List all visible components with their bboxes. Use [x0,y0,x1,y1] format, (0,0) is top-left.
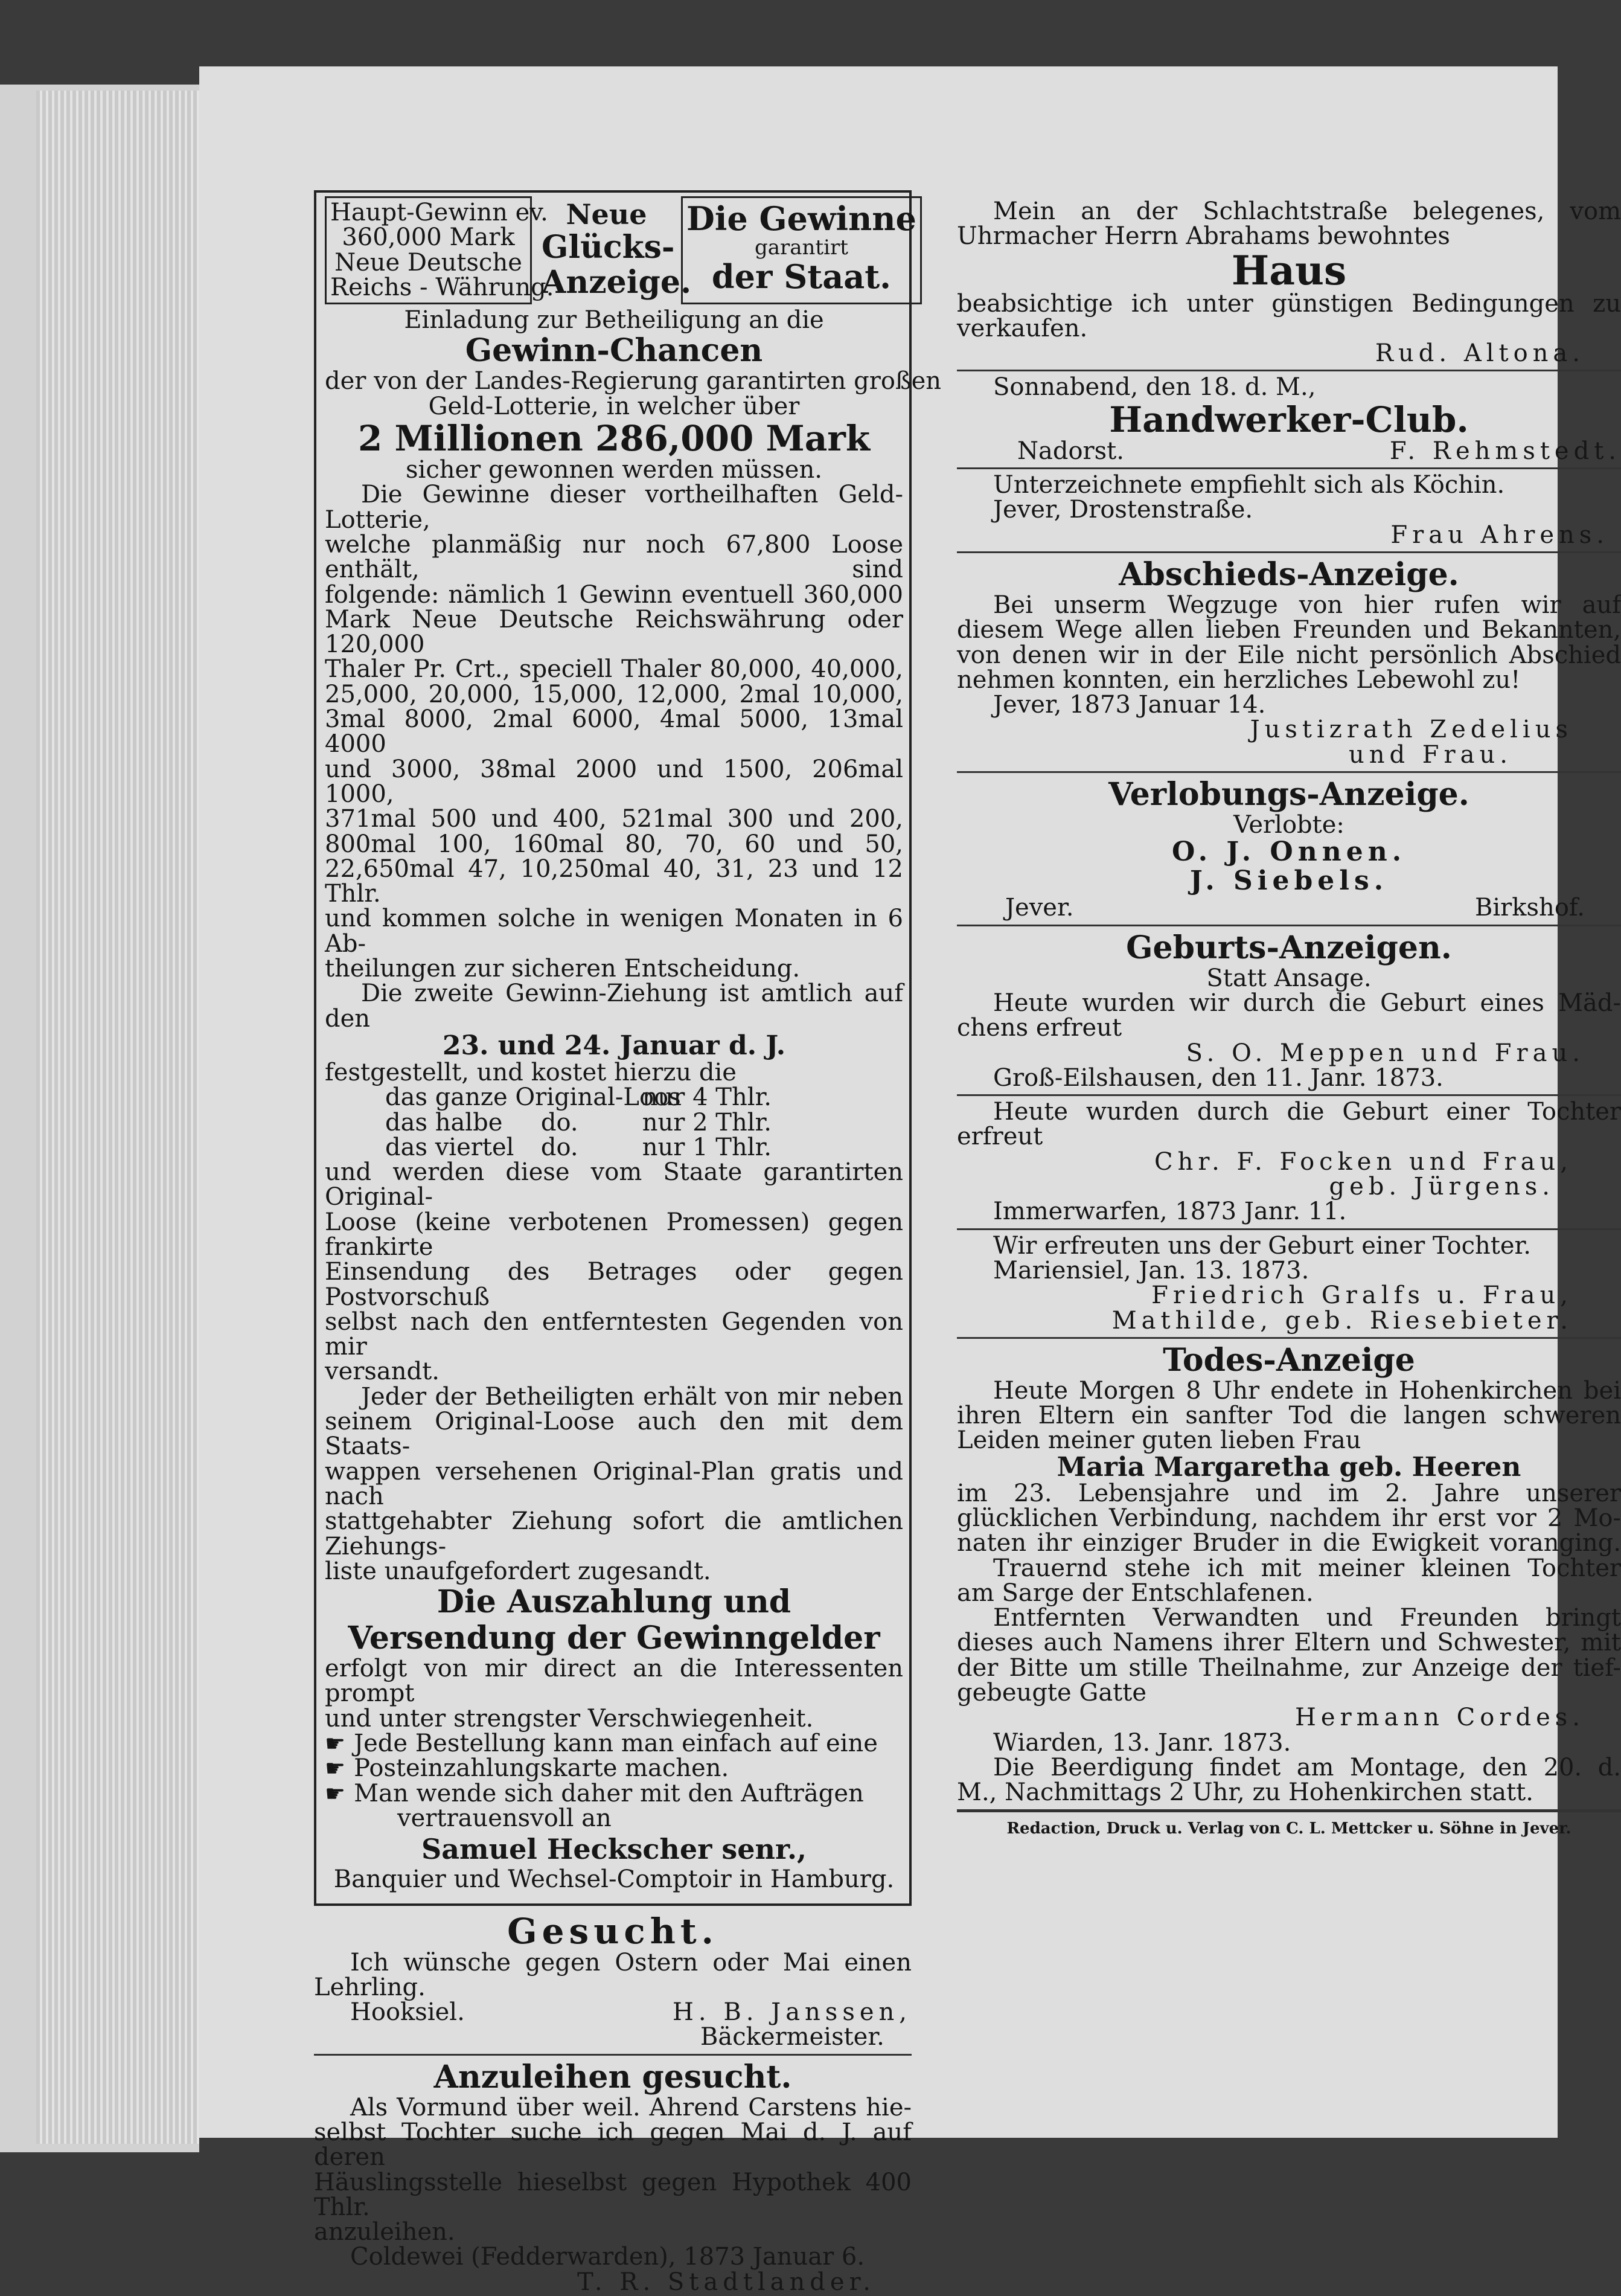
text-line: glücklichen Verbindung, nachdem ihr erst vor 2 Mo- [957,1504,1621,1532]
lottery-header [325,196,916,304]
lottery-subtitle: der von der Landes-Regierung garantirten großen [325,367,942,396]
club-title: Handwerker-Club. [1109,399,1469,440]
text-line: nehmen konnten, ein herzliches Lebewohl zu! [957,665,1521,694]
signature: Mathilde, geb. Riesebieter. [1111,1306,1573,1335]
lottery-paragraph [325,1382,903,1585]
text-line: beabsichtige ich unter günstigen Bedingungen zu [957,289,1621,318]
text-line: und 3000, 38mal 2000 und 1500, 206mal 1000, [325,755,903,808]
signature: Frau Ahrens. [1390,521,1609,549]
tod-title: Todes-Anzeige [1163,1341,1415,1379]
haus-title: Haus [1231,246,1347,294]
signature-title: Bäckermeister. [700,2023,884,2051]
page-stack [36,91,199,2144]
price-row [385,1108,772,1137]
koechin-advertisement [957,473,1621,548]
divider [957,1337,1621,1339]
dateline: Immerwarfen, 1873 Janr. 11. [993,1198,1347,1226]
lottery-advertisement [314,190,942,1906]
header-line: Neue Deutsche [334,248,522,277]
fiance-name: O. J. Onnen. [1171,836,1407,868]
club-date: Sonnabend, den 18. d. M., [993,373,1316,402]
text-line: versandt. [325,1358,440,1386]
fiancee-name: J. Siebels. [1189,865,1389,897]
banker-name: Samuel Heckscher senr., [421,1833,807,1866]
text-line: vertrauensvoll an [397,1804,612,1832]
text-line: von denen wir in der Eile nicht persönlich Abschied [957,641,1621,669]
text-line: 3mal 8000, 2mal 6000, 4mal 5000, 13mal 4000 [325,705,903,758]
text-line: dieses auch Namens ihrer Eltern und Schwester, mit [957,1629,1621,1657]
club-advertisement [957,375,1621,464]
pointing-hand-icon: ☛ [325,1780,346,1807]
divider [957,1228,1621,1230]
header-line: Reichs - Währung. [330,273,554,301]
pointing-hand-icon: ☛ [325,1755,346,1782]
text-line: stattgehabter Ziehung sofort die amtlichen Ziehungs- [325,1507,903,1560]
lottery-header-left [325,196,554,304]
text-line [325,1756,903,1781]
lottery-heading: Versendung der Gewinngelder [348,1620,880,1657]
text-line: Ich wünsche gegen Ostern oder Mai einen [350,1948,912,1977]
text-line: 800mal 100, 160mal 80, 70, 60 und 50, [325,830,903,858]
text-line: Häuslingsstelle hieselbst gegen Hypothek 400 Thlr. [314,2168,912,2221]
text-line: ihren Eltern ein sanfter Tod die langen schweren [957,1402,1621,1430]
anzuleihen-title: Anzuleihen gesucht. [433,2058,792,2096]
lottery-paragraph [325,1160,903,1385]
price-list [325,1085,903,1160]
text-line: am Sarge der Entschlafenen. [957,1579,1314,1607]
text-line: M., Nachmittags 2 Uhr, zu Hohenkirchen statt. [957,1778,1533,1807]
text-line: folgende: nämlich 1 Gewinn eventuell 360,000 [325,580,903,609]
lottery-dates: 23. und 24. Januar d. J. [442,1030,786,1061]
left-column [314,190,942,2296]
text-line: Als Vormund über weil. Ahrend Carstens hie- [350,2093,912,2121]
signature: und Frau. [1348,740,1512,769]
signature: T. R. Stadtlander. [577,2268,875,2296]
text-line: Die Gewinne dieser vortheilhaften Geld-Lotterie, [325,481,903,534]
divider [957,1094,1621,1096]
geburt-advertisements [957,930,1621,1333]
geburt-title: Geburts-Anzeigen. [1126,929,1452,966]
dateline: Wiarden, 13. Janr. 1873. [993,1728,1291,1757]
text-line: verkaufen. [957,314,1088,342]
text-line: der Bitte um stille Theilnahme, zur Anzeige der tief- [957,1653,1621,1682]
newspaper-page [199,66,1621,2296]
text-line: Thaler Pr. Crt., speciell Thaler 80,000, 40,000, [325,655,903,684]
text-line: Mark Neue Deutsche Reichswährung oder 120,000 [325,605,903,659]
place: Jever. [1005,894,1074,922]
text-line: Entfernten Verwandten und Freunden bringt [993,1604,1621,1632]
text-line: gebeugte Gatte [957,1679,1147,1707]
text-line [325,1731,903,1756]
text-line: 25,000, 20,000, 15,000, 12,000, 2mal 10,000, [325,680,903,708]
divider [957,771,1621,773]
text-line [325,1781,903,1806]
verlobung-title: Verlobungs-Anzeige. [1108,776,1469,813]
place: Jever, Drostenstraße. [993,496,1253,524]
place-row [957,896,1621,920]
signature-row [957,439,1621,464]
text-line: Bei unserm Wegzuge von hier rufen wir auf [993,591,1621,619]
text-line: Wir erfreuten uns der Geburt einer Tochter. [993,1231,1531,1260]
lottery-heading: Die Auszahlung und [436,1583,791,1621]
anzuleihen-advertisement [314,2059,912,2295]
lottery-title: Gewinn-Chancen [465,332,763,370]
text-line: selbst nach den entferntesten Gegenden von mir [325,1307,903,1361]
dateline: Jever, 1873 Januar 14. [993,691,1266,719]
text-span: Posteinzahlungskarte machen. [354,1754,729,1783]
price-name: das viertel [385,1133,514,1161]
signature: Friedrich Gralfs u. Frau, [1151,1281,1573,1310]
signature: geb. Jürgens. [1329,1173,1555,1201]
price-value: nur 1 Thlr. [642,1133,772,1161]
divider [957,370,1621,371]
lottery-header-right [681,196,922,304]
tod-advertisement [957,1342,1621,1806]
lottery-header-middle [538,196,692,304]
text-line: festgestellt, und kostet hierzu die [325,1058,737,1086]
gesucht-title: Gesucht. [507,1910,718,1952]
text-span: Man wende sich daher mit den Aufträgen [354,1779,864,1807]
text-line: theilungen zur sicheren Entscheidung. [325,955,801,983]
haus-advertisement [957,199,1621,366]
header-line: 360,000 Mark [342,223,515,252]
text-line: im 23. Lebensjahre und im 2. Jahre unserer [957,1479,1621,1507]
text-span: Jede Bestellung kann man einfach auf eine [354,1730,878,1758]
verlobung-advertisement [957,777,1621,921]
divider [957,1809,1621,1812]
signature: Rud. Altona. [1375,339,1585,368]
header-line: Glücks- [542,229,675,266]
text-line: chens erfreut [957,1014,1122,1042]
text-line: Unterzeichnete empfiehlt sich als Köchin. [993,471,1505,499]
header-line: Anzeige. [542,264,692,301]
text-line: erfreut [957,1123,1043,1151]
right-column [957,199,1621,1853]
text-line: Heute wurden wir durch die Geburt eines Mäd- [993,989,1621,1017]
price-name: das ganze Original-Loos [385,1083,681,1112]
lottery-subtitle: Geld-Lotterie, in welcher über [428,392,800,420]
place: Nadorst. [1017,437,1124,465]
place: Hooksiel. [350,1998,465,2027]
header-line: garantirt [754,236,848,260]
lottery-amount: 2 Millionen 286,000 Mark [357,418,871,460]
signature: F. Rehmstedt. [1389,437,1621,465]
text-line: 371mal 500 und 400, 521mal 300 und 200, [325,805,903,833]
header-line: Neue [566,198,647,231]
price-mid: do. [540,1133,578,1161]
price-row [385,1085,772,1110]
banker-subtitle: Banquier und Wechsel-Comptoir in Hamburg. [333,1865,895,1894]
header-line: Die Gewinne [686,199,916,238]
lottery-subtitle: sicher gewonnen werden müssen. [406,456,822,484]
dateline: Coldewei (Fedderwarden), 1873 Januar 6. [350,2243,865,2271]
signature-row [314,2000,912,2025]
dateline: Groß-Eilshausen, den 11. Janr. 1873. [993,1063,1444,1092]
lottery-paragraph [325,483,903,981]
signature: H. B. Janssen, [673,1998,912,2027]
text-line: diesem Wege allen lieben Freunden und Bekannten, [957,616,1621,644]
text-line: Heute wurden durch die Geburt einer Tochter [993,1098,1621,1126]
signature: Chr. F. Focken und Frau, [1154,1147,1573,1176]
text-line: selbst Tochter suche ich gegen Mai d. J. auf deren [314,2118,912,2172]
geburt-subtitle: Statt Ansage. [1206,964,1372,992]
text-line: Mein an der Schlachtstraße belegenes, vom [993,197,1621,225]
verlobung-subtitle: Verlobte: [1233,811,1344,839]
header-line: Haupt-Gewinn ev. [330,199,548,226]
text-line: Einsendung des Betrages oder gegen Postvorschuß [325,1258,903,1311]
signature: Hermann Cordes. [1294,1704,1585,1732]
dateline: Mariensiel, Jan. 13. 1873. [993,1256,1309,1284]
text-line: erfolgt von mir direct an die Interessenten prompt [325,1655,903,1708]
pointing-hand-icon: ☛ [325,1730,346,1757]
text-line: welche planmäßig nur noch 67,800 Loose enthält, sind [325,530,903,584]
text-line: und unter strengster Verschwiegenheit. [325,1704,814,1733]
gesucht-advertisement [314,1912,912,2050]
text-line: liste unaufgefordert zugesandt. [325,1557,711,1585]
text-line: Trauernd stehe ich mit meiner kleinen Tochter [993,1554,1621,1582]
text-line: anzuleihen. [314,2218,455,2246]
deceased-name: Maria Margaretha geb. Heeren [1057,1451,1521,1483]
abschied-title: Abschieds-Anzeige. [1119,556,1459,593]
abschied-advertisement [957,557,1621,768]
text-line: Lehrling. [314,1973,426,2001]
text-line: naten ihr einziger Bruder in die Ewigkeit voranging. [957,1529,1621,1557]
text-line: 22,650mal 47, 10,250mal 40, 31, 23 und 12 Thlr. [325,855,903,908]
signature: Justizrath Zedelius [1250,716,1573,744]
imprint: Redaction, Druck u. Verlag von C. L. Mettcker u. Söhne in Jever. [1006,1819,1571,1838]
divider [957,551,1621,553]
price-value: nur 2 Thlr. [642,1108,772,1137]
text-line: und kommen solche in wenigen Monaten in 6 Ab- [325,905,903,958]
price-mid: do. [540,1108,578,1137]
divider [957,467,1621,469]
place: Birkshof. [1474,894,1585,922]
text-line: Heute Morgen 8 Uhr endete in Hohenkirchen bei [993,1376,1621,1405]
divider [957,925,1621,926]
price-value: nur 4 Thlr. [642,1083,772,1112]
text-line: Uhrmacher Herrn Abrahams bewohntes [957,222,1450,251]
text-line: Jeder der Betheiligten erhält von mir neben [361,1382,903,1411]
text-line: Die zweite Gewinn-Ziehung ist amtlich auf den [325,980,903,1033]
text-line: und werden diese vom Staate garantirten Original- [325,1158,903,1211]
price-row [385,1135,772,1160]
text-line: Leiden meiner guten lieben Frau [957,1426,1361,1455]
price-name: das halbe [385,1108,503,1137]
divider [314,2054,912,2056]
text-line: seinem Original-Loose auch den mit dem Staats- [325,1408,903,1461]
text-line: Die Beerdigung findet am Montage, den 20. d. [993,1753,1621,1781]
text-line: Loose (keine verbotenen Promessen) gegen frankirte [325,1208,903,1261]
lottery-intro: Einladung zur Betheiligung an die [404,306,824,335]
text-line: wappen versehenen Original-Plan gratis und nach [325,1457,903,1510]
header-line: der Staat. [711,257,891,296]
signature: S. O. Meppen und Frau. [1186,1039,1585,1067]
